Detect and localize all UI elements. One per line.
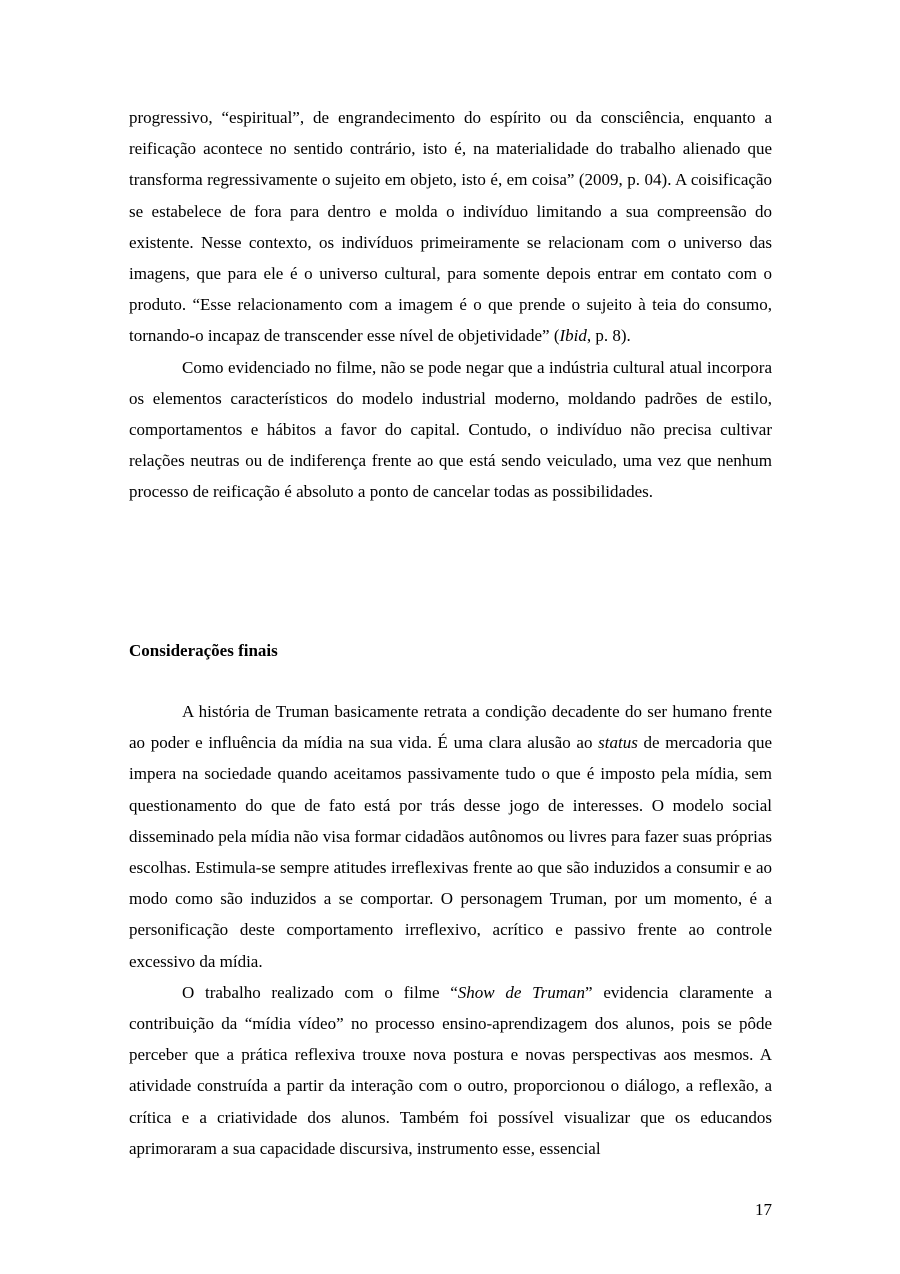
body-text-top	[129, 102, 772, 508]
paragraph	[129, 696, 772, 977]
paragraph	[129, 977, 772, 1164]
section-heading: Considerações finais	[129, 641, 278, 660]
paragraph-continuation	[129, 102, 772, 352]
paragraph-text: , p. 8).	[586, 326, 631, 346]
paragraph-text: O trabalho realizado com o filme “	[182, 982, 458, 1002]
paragraph: Como evidenciado no filme, não se pode negar que a indústria cultural atual incorpora os elementos característicos do modelo industrial moderno, moldando padrões de estilo, comportamentos e hábitos a favor do capital. Contudo, o indivíduo não precisa cultivar relações neutras ou de indiferença frente ao que está sendo veiculado, uma vez que nenhum processo de reificação é absoluto a ponto de cancelar todas as possibilidades.	[129, 357, 772, 502]
paragraph-text: ” evidencia claramente a contribuição da “mídia vídeo” no processo ensino-aprendizagem dos alunos, pois se pôde perceber que a prática reflexiva trouxe nova postura e novas perspectivas aos mesmos. A atividade construída a partir da interação com o outro, proporcionou o diálogo, a reflexão, a crítica e a criatividade dos alunos. Também foi possível visualizar que os educandos aprimoraram a sua capacidade discursiva, instrumento esse, essencial	[129, 982, 772, 1158]
paragraph-text: progressivo, “espiritual”, de engrandecimento do espírito ou da consciência, enquanto a reificação acontece no sentido contrário, isto é, na materialidade do trabalho alienado que transforma regressivamente o sujeito em objeto, isto é, em coisa” (2009, p. 04). A coisificação se estabelece de fora para dentro e molda o indivíduo limitando a sua compreensão do existente. Nesse contexto, os indivíduos primeiramente se relacionam com o universo das imagens, que para ele é o universo cultural, para somente depois entrar em contato com o produto. “Esse relacionamento com a imagem é o que prende o sujeito à teia do consumo, tornando-o incapaz de transcender esse nível de objetividade” (	[129, 108, 772, 346]
italic-film-title: Show de Truman	[457, 982, 586, 1002]
italic-citation: Ibid	[559, 326, 587, 346]
paragraph-text: A história de Truman basicamente retrata a condição decadente do ser humano frente ao poder e influência da mídia na sua vida. É uma clara alusão ao	[129, 702, 772, 753]
page-number: 17	[755, 1200, 772, 1219]
paragraph-text: de mercadoria que impera na sociedade quando aceitamos passivamente tudo o que é imposto pela mídia, sem questionamento do que de fato está por trás desse jogo de interesses. O modelo social disseminado pela mídia não visa formar cidadãos autônomos ou livres para fazer suas próprias escolhas. Estimula-se sempre atitudes irreflexivas frente ao que são induzidos a consumir e ao modo como são induzidos a se comportar. O personagem Truman, por um momento, é a personificação deste comportamento irreflexivo, acrítico e passivo frente ao controle excessivo da mídia.	[129, 733, 772, 971]
italic-term: status	[598, 733, 638, 753]
body-text-bottom	[129, 696, 772, 1164]
